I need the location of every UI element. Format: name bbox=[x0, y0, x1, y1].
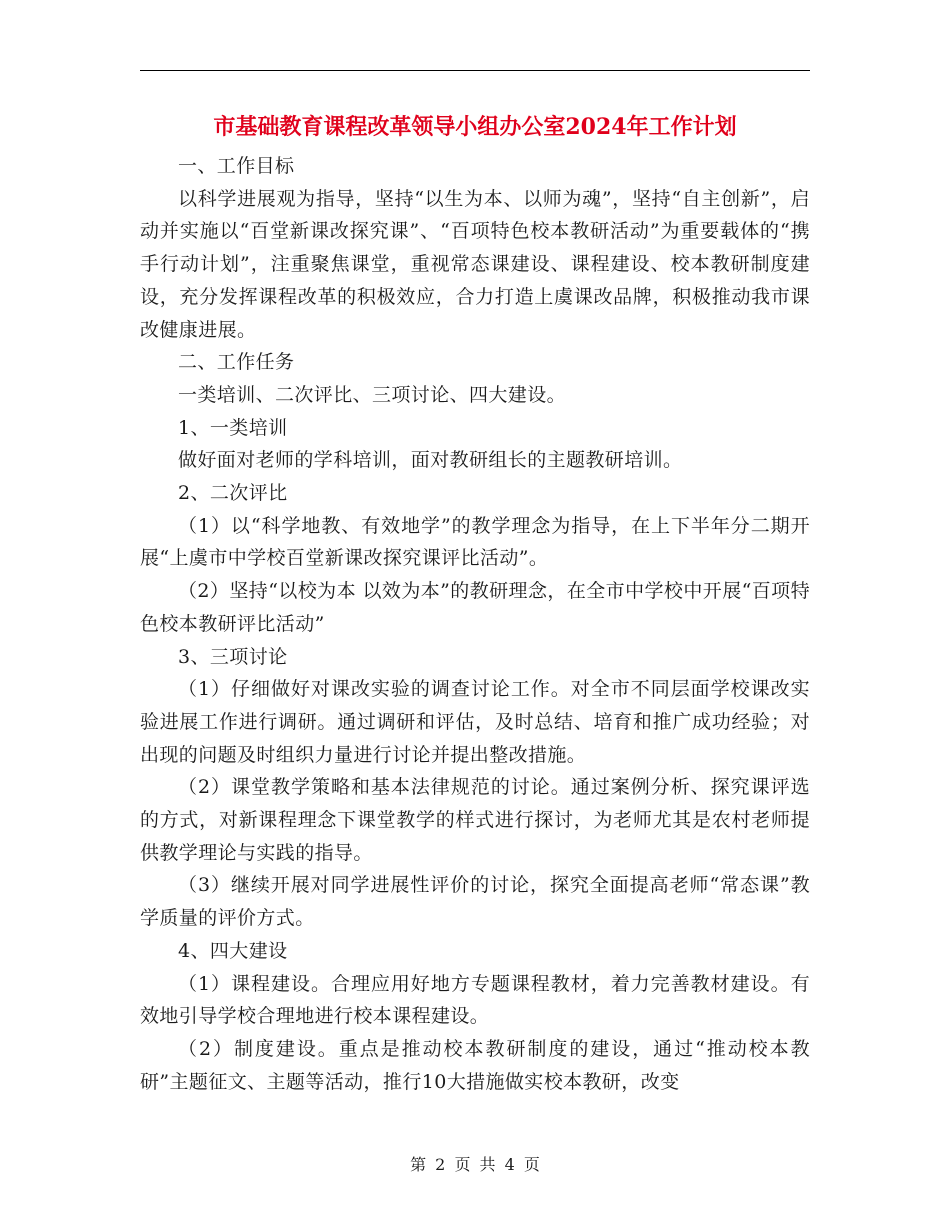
section-heading-tasks: 二、工作任务 bbox=[178, 351, 295, 374]
paragraph-construction-2: （2）制度建设。重点是推动校本教研制度的建设，通过“推动校本教研”主题征文、主题等活动，推行10大措施做实校本教研，改变 bbox=[140, 1037, 810, 1093]
subheading-construction: 4、四大建设 bbox=[178, 939, 288, 962]
paragraph-discussion-2: （2）课堂教学策略和基本法律规范的讨论。通过案例分析、探究课评选的方式，对新课程理念下课堂教学的样式进行探讨，为老师尤其是农村老师提供教学理论与实践的指导。 bbox=[140, 776, 810, 864]
page-number: 第 2 页 共 4 页 bbox=[410, 1155, 540, 1174]
subheading-evaluation: 2、二次评比 bbox=[178, 482, 288, 505]
paragraph-training: 做好面对老师的学科培训，面对教研组长的主题教研培训。 bbox=[178, 449, 683, 472]
paragraph-construction-1: （1）课程建设。合理应用好地方专题课程教材，着力完善教材建设。有效地引导学校合理地进行校本课程建设。 bbox=[140, 972, 810, 1028]
paragraph-discussion-3: （3）继续开展对同学进展性评价的讨论，探究全面提高老师“常态课”教学质量的评价方式。 bbox=[140, 874, 810, 930]
paragraph-discussion-1: （1）仔细做好对课改实验的调查讨论工作。对全市不同层面学校课改实验进展工作进行调研。通过调研和评估，及时总结、培育和推广成功经验；对出现的问题及时组织力量进行讨论并提出整改措施。 bbox=[140, 678, 810, 766]
paragraph-evaluation-1: （1）以“科学地教、有效地学”的教学理念为指导，在上下半年分二期开展“上虞市中学校百堂新课改探究课评比活动”。 bbox=[140, 514, 810, 570]
paragraph-evaluation-2: （2）坚持“以校为本 以效为本”的教研理念，在全市中学校中开展“百项特色校本教研评比活动” bbox=[140, 580, 810, 635]
header-rule bbox=[140, 70, 810, 71]
subheading-training: 1、一类培训 bbox=[178, 416, 288, 439]
section-heading-goals: 一、工作目标 bbox=[178, 155, 295, 177]
paragraph-task-summary: 一类培训、二次评比、三项讨论、四大建设。 bbox=[178, 383, 567, 406]
paragraph-goals: 以科学进展观为指导，坚持“以生为本、以师为魂”，坚持“自主创新”，启动并实施以“百堂新课改探究课”、“百项特色校本教研活动”为重要载体的“携手行动计划”，注重聚焦课堂，重视常态课建设、课程建设、校本教研制度建设，充分发挥课程改革的积极效应，合力打造上虞课改品牌，积极推动我市课改健康进展。 bbox=[140, 187, 810, 341]
subheading-discussion: 3、三项讨论 bbox=[178, 645, 288, 668]
document-title: 市基础教育课程改革领导小组办公室2024年工作计划 bbox=[213, 114, 737, 140]
document-body bbox=[140, 150, 810, 1098]
